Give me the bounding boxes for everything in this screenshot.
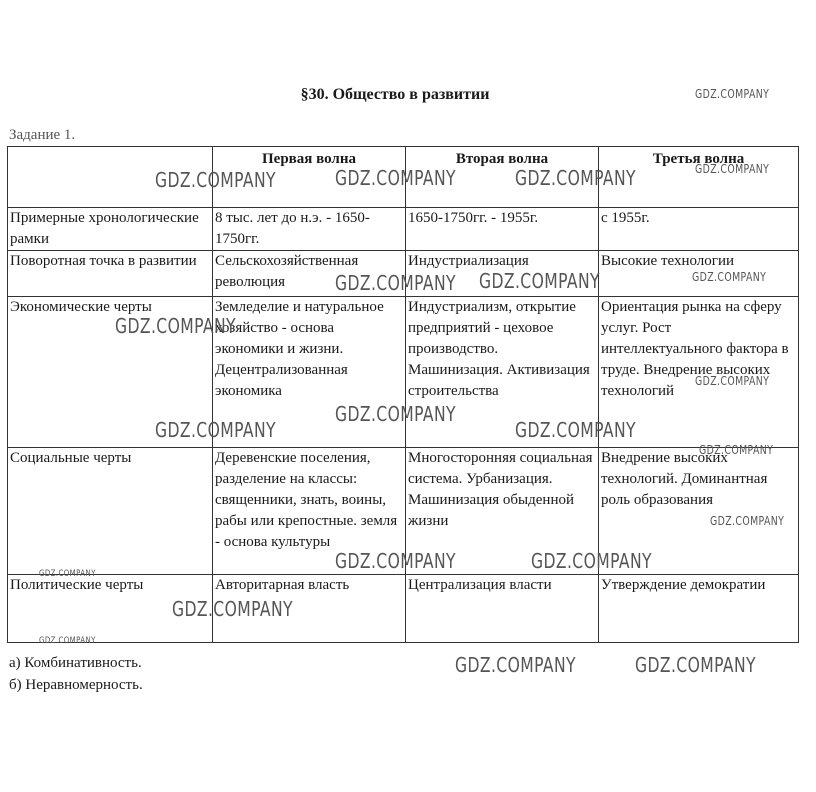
table-cell: Ориентация рынка на сферу услуг. Рост интеллектуального фактора в труде. Внедрение высоких технологий — [599, 297, 799, 448]
answer-b: б) Неравномерность. — [9, 677, 143, 693]
watermark: GDZ.COMPANY — [155, 418, 276, 442]
table-cell: Земледелие и натуральное хозяйство - основа экономики и жизни. Децентрализованная экономика — [213, 297, 406, 448]
row-label: Экономические черты — [8, 297, 213, 448]
task-label: Задание 1. — [9, 127, 76, 143]
watermark: GDZ.COMPANY — [455, 653, 576, 677]
watermark: GDZ.COMPANY — [335, 271, 456, 295]
table-cell: Внедрение высоких технологий. Доминантная роль образования — [599, 448, 799, 575]
page-title: §30. Общество в развитии — [300, 86, 490, 103]
table-cell: Сельскохозяйственная революция — [213, 251, 406, 297]
watermark: GDZ.COMPANY — [692, 270, 767, 284]
table-cell: Деревенские поселения, разделение на классы: священники, знать, воины, рабы или крепостные. земля - основа культуры — [213, 448, 406, 575]
table-cell: Индустриализация — [406, 251, 599, 297]
watermark: GDZ.COMPANY — [699, 443, 774, 457]
answers-block — [9, 652, 143, 696]
watermark: GDZ.COMPANY — [335, 166, 456, 190]
row-label: Политические черты — [8, 575, 213, 643]
header-cell: Третья волна — [599, 147, 799, 208]
answer-a: а) Комбинативность. — [9, 655, 142, 671]
watermark: GDZ.COMPANY — [515, 166, 636, 190]
table-cell: 1650-1750гг. - 1955г. — [406, 208, 599, 251]
watermark: GDZ.COMPANY — [515, 418, 636, 442]
row-label: Примерные хронологические рамки — [8, 208, 213, 251]
watermark: GDZ.COMPANY — [335, 549, 456, 573]
watermark: GDZ.COMPANY — [695, 162, 770, 176]
table-cell: Авторитарная власть — [213, 575, 406, 643]
row-label: Поворотная точка в развитии — [8, 251, 213, 297]
watermark: GDZ.COMPANY — [531, 549, 652, 573]
table-row — [8, 575, 799, 643]
watermark: GDZ.COMPANY — [39, 636, 96, 646]
watermark: GDZ.COMPANY — [695, 87, 770, 101]
watermark: GDZ.COMPANY — [39, 569, 96, 579]
table-cell: Утверждение демократии — [599, 575, 799, 643]
table-row — [8, 208, 799, 251]
table-cell: с 1955г. — [599, 208, 799, 251]
watermark: GDZ.COMPANY — [335, 402, 456, 426]
watermark: GDZ.COMPANY — [115, 314, 236, 338]
header-cell: Первая волна — [213, 147, 406, 208]
watermark: GDZ.COMPANY — [695, 374, 770, 388]
table-cell: Индустриализм, открытие предприятий - цеховое производство. Машинизация. Активизация строительства — [406, 297, 599, 448]
table-cell: 8 тыс. лет до н.э. - 1650-1750гг. — [213, 208, 406, 251]
row-label: Социальные черты — [8, 448, 213, 575]
table-cell: Многосторонняя социальная система. Урбанизация. Машинизация обыденной жизни — [406, 448, 599, 575]
watermark: GDZ.COMPANY — [635, 653, 756, 677]
header-cell: Вторая волна — [406, 147, 599, 208]
table-cell: Высокие технологии — [599, 251, 799, 297]
watermark: GDZ.COMPANY — [155, 168, 276, 192]
watermark: GDZ.COMPANY — [172, 597, 293, 621]
watermark: GDZ.COMPANY — [479, 269, 600, 293]
watermark: GDZ.COMPANY — [710, 514, 785, 528]
table-cell: Централизация власти — [406, 575, 599, 643]
